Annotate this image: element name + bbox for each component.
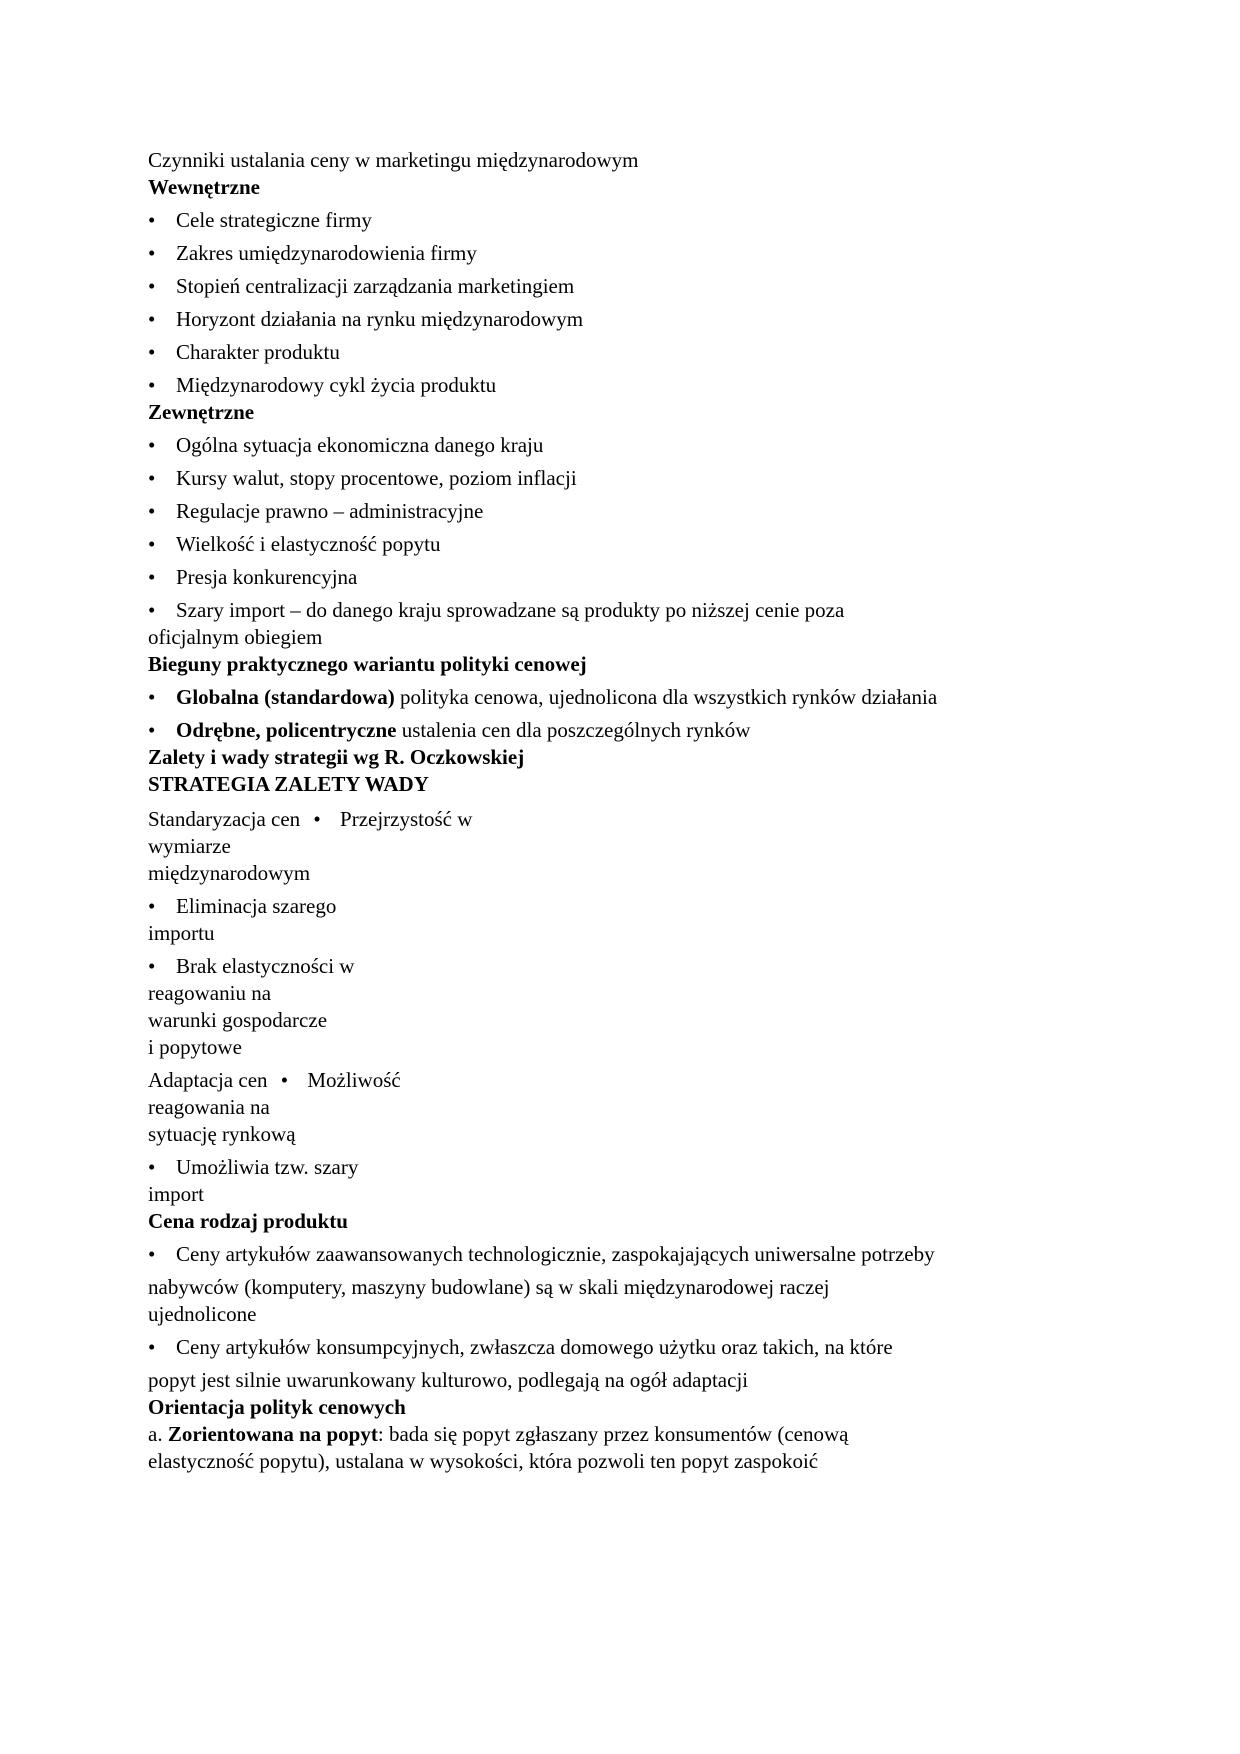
strategy-cell-text: warunki gospodarcze [148, 1008, 328, 1032]
list-item [148, 1154, 1048, 1181]
strategy-row-standardization [148, 806, 1048, 833]
list-item-continuation: oficjalnym obiegiem [148, 625, 323, 649]
strategy-cell-text: reagowaniu na [148, 981, 272, 1005]
list-item-text: Ceny artykułów konsumpcyjnych, zwłaszcza domowego użytku oraz takich, na które [176, 1335, 893, 1359]
bullet-icon: • [148, 208, 156, 232]
bullet-icon: • [148, 954, 156, 978]
bullet-icon: • [148, 565, 156, 589]
heading-pros-cons: Zalety i wady strategii wg R. Oczkowskiej [148, 745, 525, 769]
document-title: Czynniki ustalania ceny w marketingu międzynarodowym [148, 148, 639, 172]
list-item [148, 597, 1048, 624]
list-item [148, 465, 1048, 492]
item-prefix: a. [148, 1422, 168, 1446]
list-item [148, 240, 1048, 267]
list-item [148, 498, 1048, 525]
term-demand-desc: : bada się popyt zgłaszany przez konsumentów (cenową [377, 1422, 849, 1446]
external-factors-list [148, 432, 1048, 591]
orientation-item-a [148, 1421, 1048, 1448]
list-item-continuation: popyt jest silnie uwarunkowany kulturowo, podlegają na ogół adaptacji [148, 1368, 749, 1392]
list-item-text: Ceny artykułów zaawansowanych technologicznie, zaspokajających uniwersalne potrzeby [176, 1242, 935, 1266]
list-item [148, 207, 1048, 234]
list-item [148, 273, 1048, 300]
bullet-icon: • [148, 1155, 156, 1179]
list-item-text: Regulacje prawno – administracyjne [176, 499, 484, 523]
bullet-icon: • [148, 466, 156, 490]
list-item-text: Ogólna sytuacja ekonomiczna danego kraju [176, 433, 544, 457]
heading-external: Zewnętrzne [148, 400, 255, 424]
bullet-icon: • [148, 373, 156, 397]
strategy-cell-text: wymiarze [148, 834, 231, 858]
list-item [148, 717, 1048, 744]
bullet-icon: • [148, 1335, 156, 1359]
list-item-text: Cele strategiczne firmy [176, 208, 372, 232]
orientation-item-a-continuation: elastyczność popytu), ustalana w wysokości, która pozwoli ten popyt zaspokoić [148, 1449, 819, 1473]
list-item-text: Presja konkurencyjna [176, 565, 358, 589]
list-item-text: Charakter produktu [176, 340, 340, 364]
list-item [148, 372, 1048, 399]
list-item [148, 1334, 1048, 1361]
list-item [148, 893, 1048, 920]
bullet-icon: • [148, 241, 156, 265]
list-item-text: Kursy walut, stopy procentowe, poziom inflacji [176, 466, 577, 490]
heading-product: Cena rodzaj produktu [148, 1209, 348, 1233]
bullet-icon: • [148, 685, 156, 709]
strategy-cell-text: Brak elastyczności w [176, 954, 355, 978]
internal-factors-list [148, 207, 1048, 399]
strategy-cell-text: import [148, 1182, 204, 1206]
heading-orientation: Orientacja polityk cenowych [148, 1395, 406, 1419]
list-item-continuation: nabywców (komputery, maszyny budowlane) są w skali międzynarodowej raczej [148, 1275, 830, 1299]
bullet-icon: • [148, 274, 156, 298]
heading-poles: Bieguny praktycznego wariantu polityki cenowej [148, 652, 587, 676]
bullet-icon: • [148, 307, 156, 331]
list-item-text: Szary import – do danego kraju sprowadzane są produkty po niższej cenie poza [176, 598, 845, 622]
term-polycentric-desc: ustalenia cen dla poszczególnych rynków [396, 718, 751, 742]
list-item-text: Horyzont działania na rynku międzynarodowym [176, 307, 584, 331]
list-item-text: Stopień centralizacji zarządzania marketingiem [176, 274, 575, 298]
strategy-cell-text: Przejrzystość w [340, 807, 473, 831]
bullet-icon: • [148, 718, 156, 742]
strategy-cell-text: Eliminacja szarego [176, 894, 337, 918]
list-item-text: Międzynarodowy cykl życia produktu [176, 373, 497, 397]
strategy-label: Adaptacja cen [148, 1068, 268, 1092]
list-item [148, 953, 1048, 980]
document-page [148, 147, 1048, 1475]
list-item-continuation: ujednolicone [148, 1302, 257, 1326]
list-item [148, 306, 1048, 333]
strategy-cell-text: sytuację rynkową [148, 1122, 296, 1146]
bullet-icon: • [148, 340, 156, 364]
strategy-label: Standaryzacja cen [148, 807, 301, 831]
list-item [148, 531, 1048, 558]
bullet-icon: • [313, 807, 321, 831]
bullet-icon: • [148, 894, 156, 918]
term-global: Globalna (standardowa) [176, 685, 395, 709]
strategy-cell-text: importu [148, 921, 215, 945]
bullet-icon: • [148, 1242, 156, 1266]
bullet-icon: • [280, 1068, 289, 1092]
strategy-cell-text: reagowania na [148, 1095, 270, 1119]
strategy-cell-text: Możliwość [307, 1068, 401, 1092]
bullet-icon: • [148, 532, 156, 556]
list-item [148, 564, 1048, 591]
list-item [148, 432, 1048, 459]
term-demand: Zorientowana na popyt [167, 1422, 378, 1446]
list-item-text: Wielkość i elastyczność popytu [176, 532, 441, 556]
heading-internal: Wewnętrzne [148, 175, 260, 199]
list-item [148, 684, 1048, 711]
bullet-icon: • [148, 598, 156, 622]
strategy-cell-text: Umożliwia tzw. szary [176, 1155, 359, 1179]
strategy-row-adaptation [148, 1067, 1048, 1094]
bullet-icon: • [148, 433, 156, 457]
strategy-cell-text: międzynarodowym [148, 861, 311, 885]
term-polycentric: Odrębne, policentryczne [176, 718, 397, 742]
bullet-icon: • [148, 499, 156, 523]
strategy-table-header: STRATEGIA ZALETY WADY [148, 772, 429, 796]
list-item [148, 339, 1048, 366]
strategy-cell-text: i popytowe [148, 1035, 242, 1059]
list-item-text: Zakres umiędzynarodowienia firmy [176, 241, 477, 265]
term-global-desc: polityka cenowa, ujednolicona dla wszystkich rynków działania [394, 685, 938, 709]
list-item [148, 1241, 1048, 1268]
